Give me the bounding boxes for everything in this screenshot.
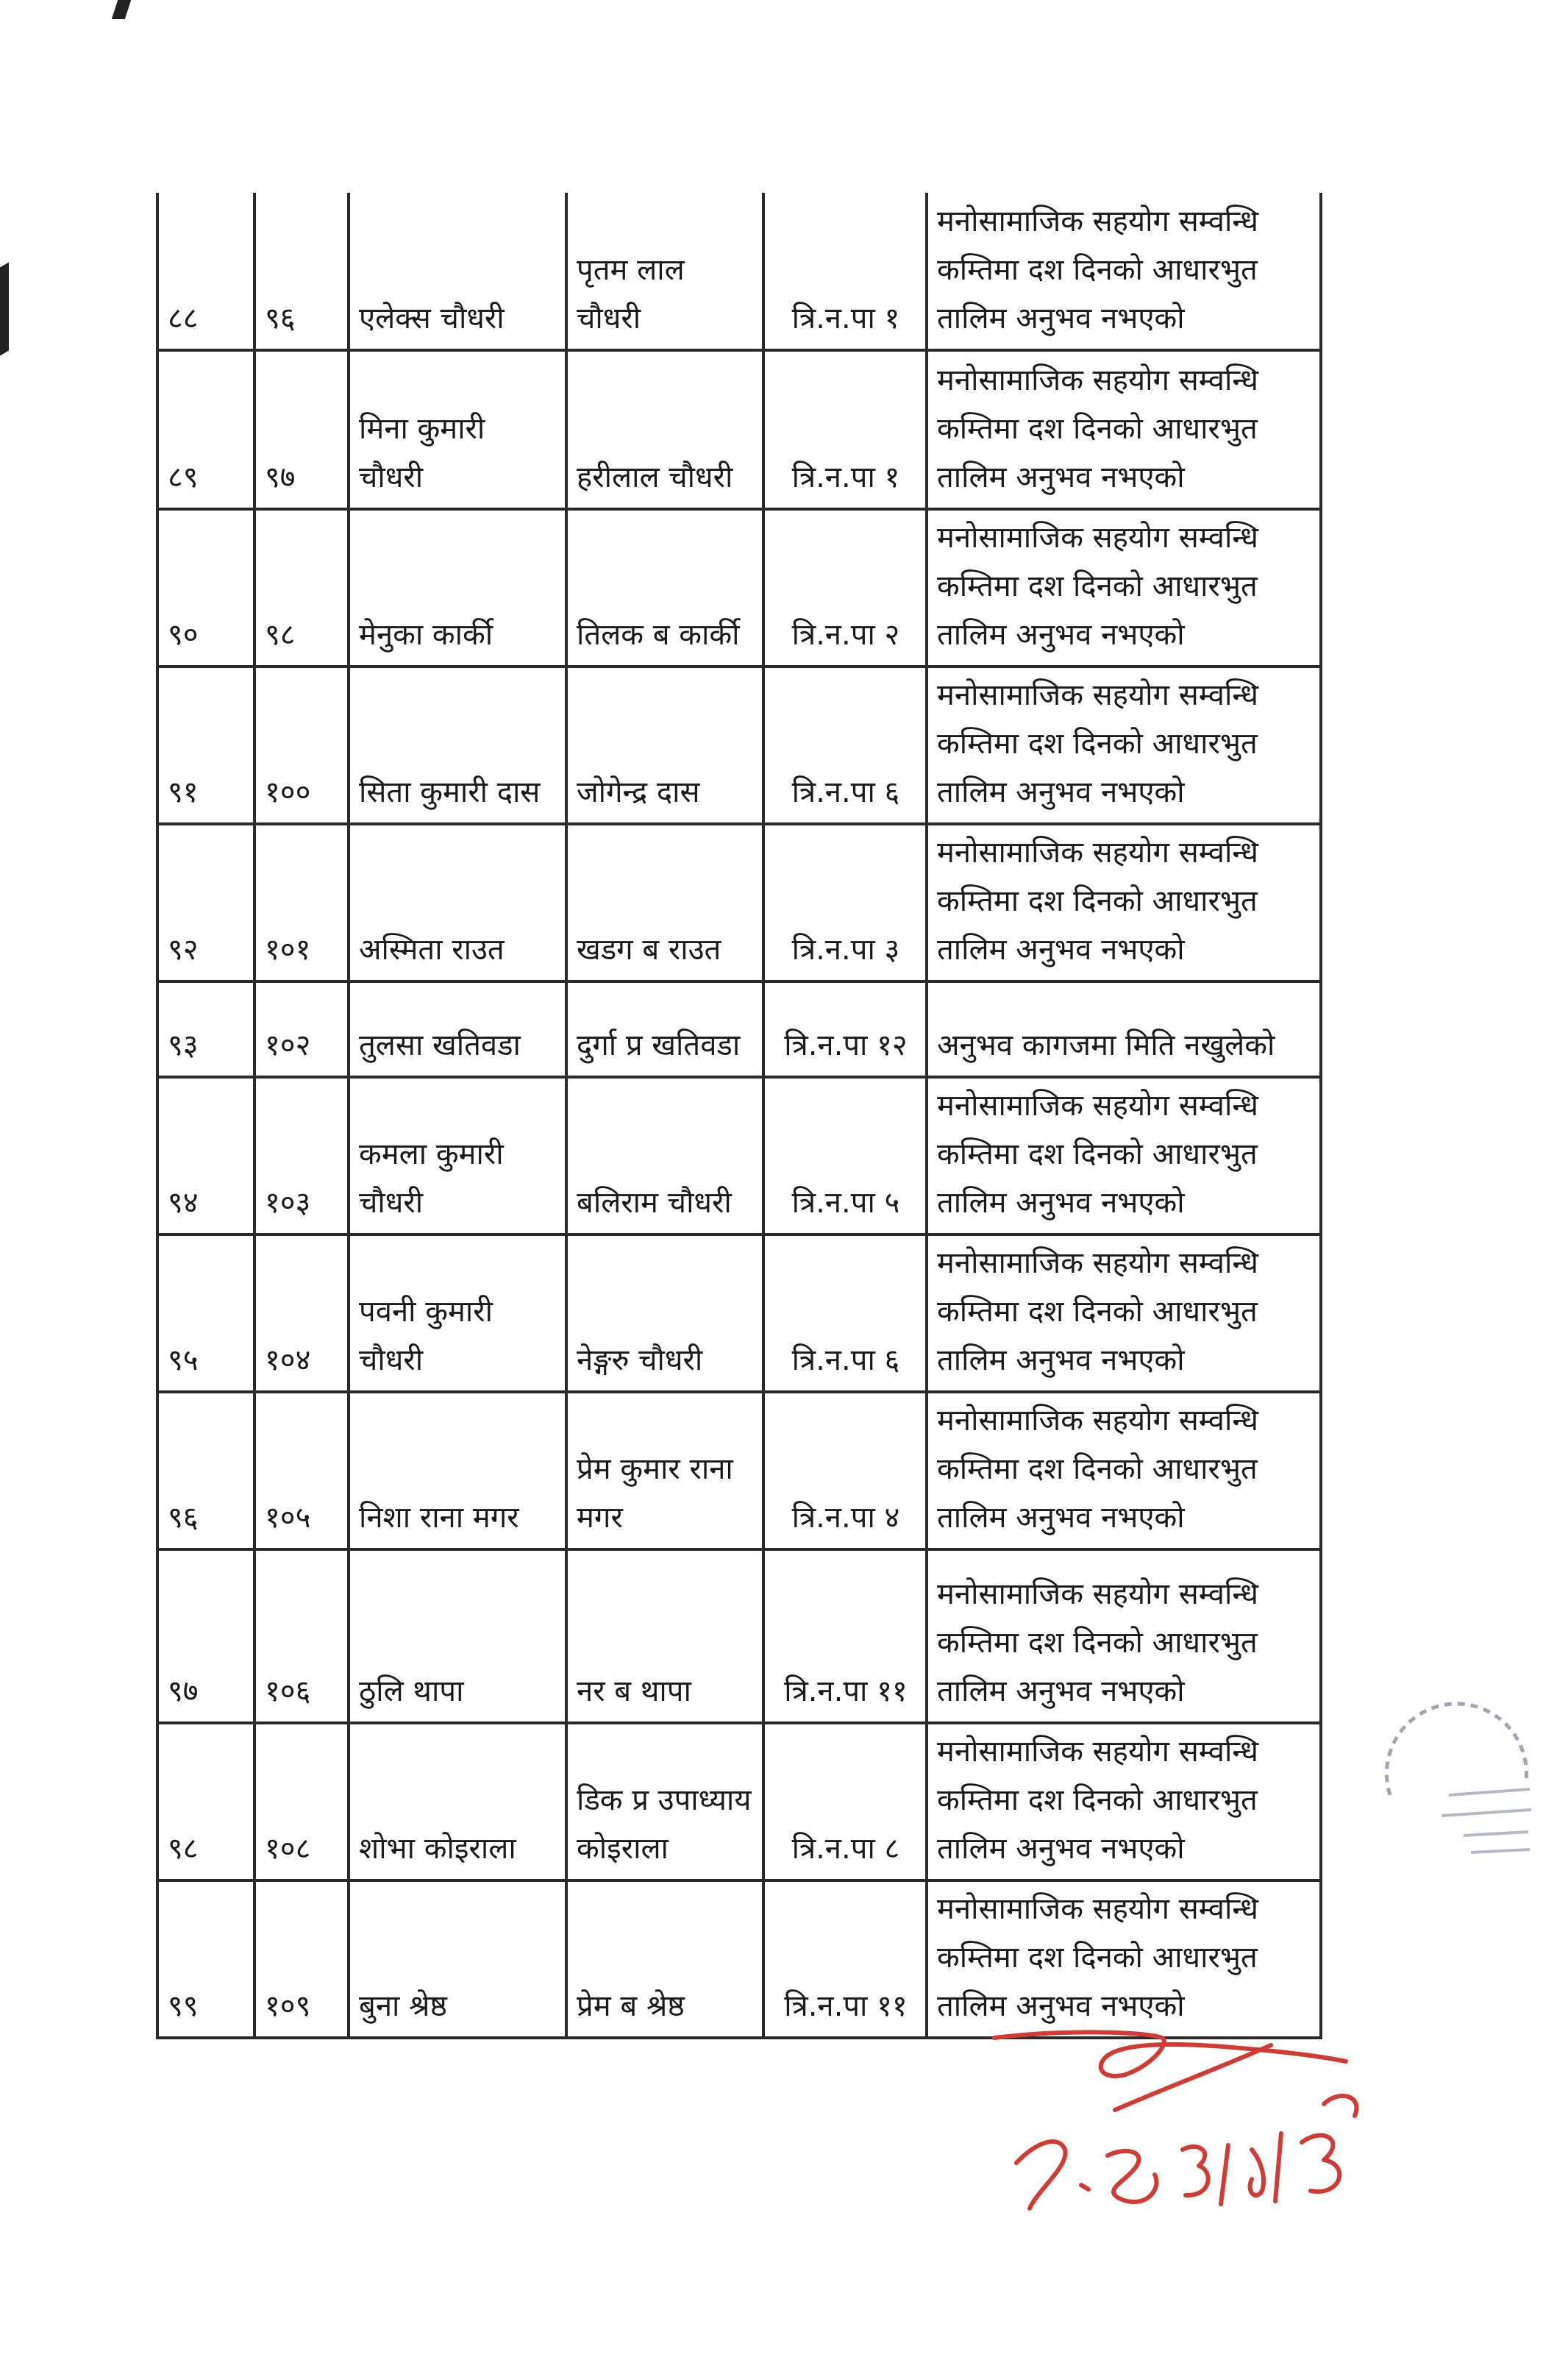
- table-row: [157, 824, 1321, 981]
- table-row: [157, 1392, 1321, 1549]
- guardian-name-cell: प्रेम ब श्रेष्ठ: [566, 1880, 763, 2038]
- serial-number-cell: ९८: [157, 1723, 254, 1880]
- applicant-name-cell: शोभा कोइराला: [349, 1723, 566, 1880]
- applicant-name-cell: मिना कुमारी चौधरी: [349, 350, 566, 509]
- remark-cell: मनोसामाजिक सहयोग सम्वन्धि कम्तिमा दश दिनको आधारभुत तालिम अनुभव नभएको: [927, 193, 1321, 350]
- serial-number-cell: ८८: [157, 193, 254, 350]
- applicant-table: [156, 193, 1322, 2039]
- application-number-cell: ९८: [254, 509, 349, 667]
- remark-cell: मनोसामाजिक सहयोग सम्वन्धि कम्तिमा दश दिनको आधारभुत तालिम अनुभव नभएको: [927, 1234, 1321, 1392]
- serial-number-cell: ९४: [157, 1077, 254, 1234]
- scan-edge-mark-top: [112, 0, 131, 19]
- applicant-name-cell: निशा राना मगर: [349, 1392, 566, 1549]
- guardian-name-cell: खडग ब राउत: [566, 824, 763, 981]
- guardian-name-cell: दुर्गा प्र खतिवडा: [566, 981, 763, 1077]
- applicant-name-cell: मेनुका कार्की: [349, 509, 566, 667]
- application-number-cell: १०६: [254, 1549, 349, 1723]
- application-number-cell: १०२: [254, 981, 349, 1077]
- application-number-cell: ९६: [254, 193, 349, 350]
- handwritten-signature: [978, 2016, 1390, 2236]
- address-cell: त्रि.न.पा ६: [763, 1234, 927, 1392]
- serial-number-cell: ९२: [157, 824, 254, 981]
- remark-cell: मनोसामाजिक सहयोग सम्वन्धि कम्तिमा दश दिनको आधारभुत तालिम अनुभव नभएको: [927, 824, 1321, 981]
- serial-number-cell: ९७: [157, 1549, 254, 1723]
- address-cell: त्रि.न.पा १: [763, 350, 927, 509]
- serial-number-cell: ९९: [157, 1880, 254, 2038]
- table-row: [157, 193, 1321, 350]
- address-cell: त्रि.न.पा ४: [763, 1392, 927, 1549]
- stamp-inner-lines: [1442, 1789, 1531, 1852]
- applicant-name-cell: तुलसा खतिवडा: [349, 981, 566, 1077]
- guardian-name-cell: जोगेन्द्र दास: [566, 667, 763, 824]
- application-number-cell: १०३: [254, 1077, 349, 1234]
- remark-cell: मनोसामाजिक सहयोग सम्वन्धि कम्तिमा दश दिनको आधारभुत तालिम अनुभव नभएको: [927, 1880, 1321, 2038]
- application-number-cell: १०१: [254, 824, 349, 981]
- applicant-name-cell: कमला कुमारी चौधरी: [349, 1077, 566, 1234]
- guardian-name-cell: तिलक ब कार्की: [566, 509, 763, 667]
- table-row: [157, 1077, 1321, 1234]
- address-cell: त्रि.न.पा ८: [763, 1723, 927, 1880]
- address-cell: त्रि.न.पा १: [763, 193, 927, 350]
- remark-cell: मनोसामाजिक सहयोग सम्वन्धि कम्तिमा दश दिनको आधारभुत तालिम अनुभव नभएको: [927, 1723, 1321, 1880]
- address-cell: त्रि.न.पा २: [763, 509, 927, 667]
- guardian-name-cell: पृतम लाल चौधरी: [566, 193, 763, 350]
- applicant-table-sheet: [156, 193, 1319, 2023]
- table-row: [157, 981, 1321, 1077]
- applicant-name-cell: अस्मिता राउत: [349, 824, 566, 981]
- guardian-name-cell: प्रेम कुमार राना मगर: [566, 1392, 763, 1549]
- guardian-name-cell: हरीलाल चौधरी: [566, 350, 763, 509]
- serial-number-cell: ९५: [157, 1234, 254, 1392]
- remark-cell: मनोसामाजिक सहयोग सम्वन्धि कम्तिमा दश दिनको आधारभुत तालिम अनुभव नभएको: [927, 1549, 1321, 1723]
- guardian-name-cell: नेङ्गरु चौधरी: [566, 1234, 763, 1392]
- application-number-cell: ९७: [254, 350, 349, 509]
- table-row: [157, 1234, 1321, 1392]
- remark-cell: अनुभव कागजमा मिति नखुलेको: [927, 981, 1321, 1077]
- table-row: [157, 1723, 1321, 1880]
- serial-number-cell: ९१: [157, 667, 254, 824]
- serial-number-cell: ८९: [157, 350, 254, 509]
- applicant-name-cell: सिता कुमारी दास: [349, 667, 566, 824]
- guardian-name-cell: बलिराम चौधरी: [566, 1077, 763, 1234]
- address-cell: त्रि.न.पा ५: [763, 1077, 927, 1234]
- application-number-cell: १०८: [254, 1723, 349, 1880]
- remark-cell: मनोसामाजिक सहयोग सम्वन्धि कम्तिमा दश दिनको आधारभुत तालिम अनुभव नभएको: [927, 350, 1321, 509]
- address-cell: त्रि.न.पा ११: [763, 1549, 927, 1723]
- office-stamp: [1361, 1685, 1552, 1876]
- guardian-name-cell: डिक प्र उपाध्याय कोइराला: [566, 1723, 763, 1880]
- applicant-name-cell: ठुलि थापा: [349, 1549, 566, 1723]
- applicant-name-cell: एलेक्स चौधरी: [349, 193, 566, 350]
- stamp-ring: [1386, 1704, 1526, 1795]
- scan-edge-mark-left: [0, 263, 9, 356]
- table-row: [157, 1549, 1321, 1723]
- remark-cell: मनोसामाजिक सहयोग सम्वन्धि कम्तिमा दश दिनको आधारभुत तालिम अनुभव नभएको: [927, 509, 1321, 667]
- serial-number-cell: ९०: [157, 509, 254, 667]
- address-cell: त्रि.न.पा ६: [763, 667, 927, 824]
- applicant-name-cell: पवनी कुमारी चौधरी: [349, 1234, 566, 1392]
- remark-cell: मनोसामाजिक सहयोग सम्वन्धि कम्तिमा दश दिनको आधारभुत तालिम अनुभव नभएको: [927, 1077, 1321, 1234]
- table-row: [157, 667, 1321, 824]
- table-row: [157, 509, 1321, 667]
- application-number-cell: १०४: [254, 1234, 349, 1392]
- guardian-name-cell: नर ब थापा: [566, 1549, 763, 1723]
- remark-cell: मनोसामाजिक सहयोग सम्वन्धि कम्तिमा दश दिनको आधारभुत तालिम अनुभव नभएको: [927, 667, 1321, 824]
- table-row: [157, 1880, 1321, 2038]
- address-cell: त्रि.न.पा ११: [763, 1880, 927, 2038]
- application-number-cell: १०९: [254, 1880, 349, 2038]
- application-number-cell: १०५: [254, 1392, 349, 1549]
- serial-number-cell: ९६: [157, 1392, 254, 1549]
- address-cell: त्रि.न.पा ३: [763, 824, 927, 981]
- serial-number-cell: ९३: [157, 981, 254, 1077]
- table-row: [157, 350, 1321, 509]
- application-number-cell: १००: [254, 667, 349, 824]
- address-cell: त्रि.न.पा १२: [763, 981, 927, 1077]
- remark-cell: मनोसामाजिक सहयोग सम्वन्धि कम्तिमा दश दिनको आधारभुत तालिम अनुभव नभएको: [927, 1392, 1321, 1549]
- applicant-name-cell: बुना श्रेष्ठ: [349, 1880, 566, 2038]
